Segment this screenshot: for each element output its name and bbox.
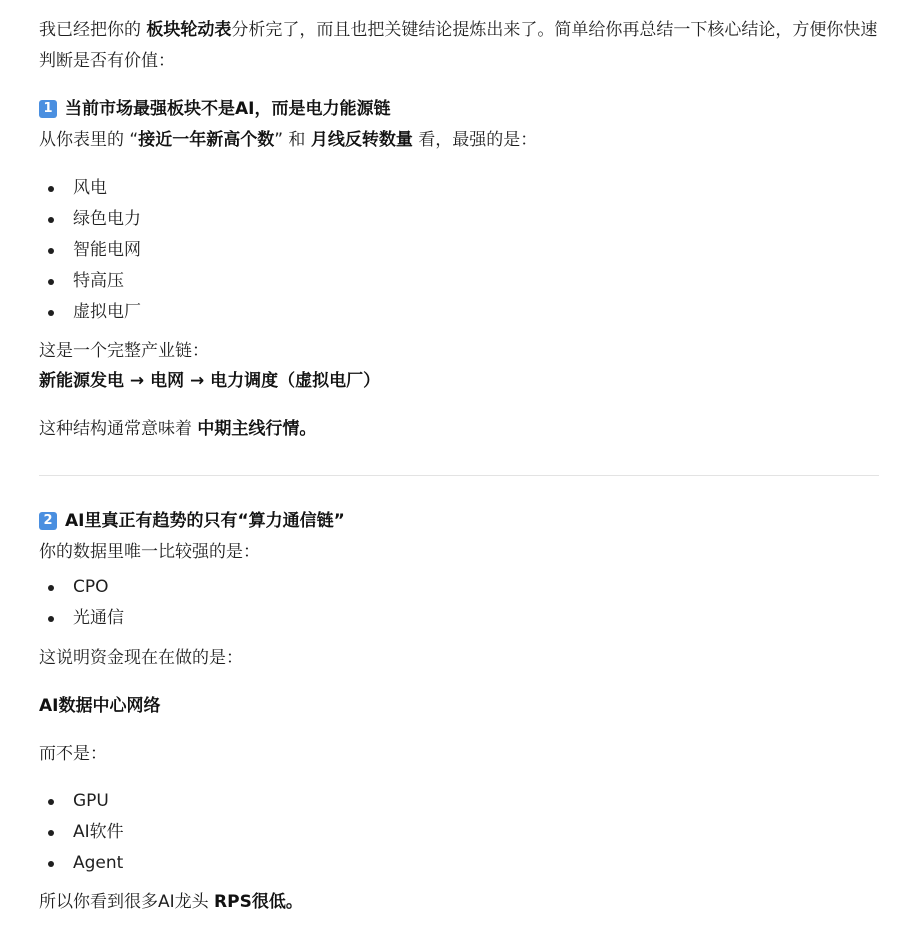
section1-lead-bold-1: 接近一年新高个数 — [138, 130, 275, 150]
bullet-icon — [48, 616, 54, 622]
section1-title: 当前市场最强板块不是AI，而是电力能源链 — [65, 99, 391, 119]
bullet-icon — [48, 830, 54, 836]
bullet-icon — [48, 799, 54, 805]
intro-bold-1: 板块轮动表 — [146, 20, 232, 40]
list-item-label: 智能电网 — [73, 240, 141, 260]
list-item-label: 风电 — [73, 178, 107, 198]
intro-text-2: 分析完了，而且也把关键结论提炼出来了。简单给你再总结一下核心结论，方便你快速判断是否有价值： — [39, 20, 878, 71]
list-item — [39, 603, 124, 634]
section1-conclusion — [39, 414, 316, 444]
bullet-icon — [48, 186, 54, 192]
keycap-two-icon: 2 — [39, 512, 57, 530]
list-item — [39, 786, 124, 817]
list-item-label: 虚拟电厂 — [73, 302, 141, 322]
section1-heading — [39, 94, 390, 124]
list-item — [39, 204, 141, 235]
section1-lead — [39, 125, 537, 155]
section2-not-list — [39, 786, 124, 879]
section2-lead: 你的数据里唯一比较强的是： — [39, 542, 260, 562]
section2-funds-bold — [39, 691, 160, 721]
section1-conclusion-bold: 中期主线行情。 — [197, 419, 317, 439]
list-item — [39, 848, 124, 879]
list-item — [39, 235, 141, 266]
section2-strong-list — [39, 572, 124, 634]
list-item — [39, 173, 141, 204]
list-item-label: CPO — [73, 577, 109, 597]
list-item-label: AI软件 — [73, 822, 124, 842]
section1-lead-text-3: 看，最强的是： — [412, 130, 538, 150]
section2-title: AI里真正有趋势的只有“算力通信链” — [65, 511, 345, 531]
section2-final-text: 所以你看到很多AI龙头 — [39, 892, 215, 912]
bullet-icon — [48, 279, 54, 285]
list-item-label: 特高压 — [73, 271, 124, 291]
list-item-label: Agent — [73, 853, 124, 873]
intro-paragraph — [39, 15, 879, 77]
section1-lead-text-2: ” 和 — [274, 130, 311, 150]
section-divider — [39, 475, 879, 476]
section1-sector-list — [39, 173, 141, 328]
list-item-label: 绿色电力 — [73, 209, 141, 229]
section2-not-text: 而不是： — [39, 744, 107, 764]
list-item — [39, 266, 141, 297]
bullet-icon — [48, 861, 54, 867]
bullet-icon — [48, 248, 54, 254]
section2-final-bold: RPS很低。 — [214, 892, 303, 912]
section2-heading — [39, 506, 345, 536]
list-item-label: GPU — [73, 791, 109, 811]
bullet-icon — [48, 310, 54, 316]
list-item — [39, 297, 141, 328]
keycap-one-icon: 1 — [39, 100, 57, 118]
section2-final — [39, 887, 303, 917]
section1-chain-intro: 这是一个完整产业链： — [39, 341, 209, 361]
section1-lead-bold-2: 月线反转数量 — [310, 130, 413, 150]
section1-chain-text: 新能源发电 → 电网 → 电力调度（虚拟电厂） — [39, 371, 381, 391]
list-item — [39, 817, 124, 848]
list-item — [39, 572, 124, 603]
list-item-label: 光通信 — [73, 608, 124, 628]
bullet-icon — [48, 217, 54, 223]
section1-lead-text-1: 从你表里的 “ — [39, 130, 139, 150]
section2-funds-bold-text: AI数据中心网络 — [39, 696, 161, 716]
section2-funds-text: 这说明资金现在在做的是： — [39, 648, 243, 668]
intro-text-1: 我已经把你的 — [39, 20, 147, 40]
bullet-icon — [48, 585, 54, 591]
section1-chain — [39, 366, 380, 396]
section1-conclusion-text: 这种结构通常意味着 — [39, 419, 198, 439]
